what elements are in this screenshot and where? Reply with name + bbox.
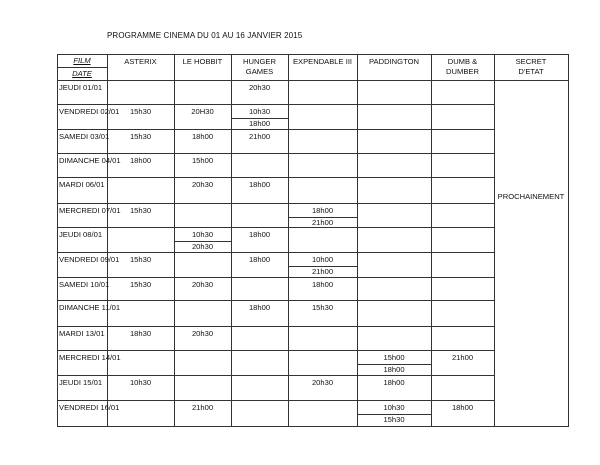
grid-line (568, 54, 569, 427)
session-time: 10h00 (311, 255, 334, 264)
grid-line (57, 203, 495, 204)
session-time: 18h00 (248, 180, 271, 189)
grid-line (494, 54, 495, 427)
session-time: 18h00 (191, 132, 214, 141)
session-time: 20H30 (191, 107, 214, 116)
session-time: 20h30 (248, 83, 271, 92)
row-date: DIMANCHE 04/01 (59, 156, 121, 165)
session-time: 18h00 (129, 156, 152, 165)
film-header: LE HOBBIT (182, 57, 223, 66)
session-time: 15h30 (311, 303, 334, 312)
grid-line (57, 350, 495, 351)
grid-line (57, 67, 108, 68)
grid-line (288, 54, 289, 427)
session-time: 15h30 (383, 415, 405, 424)
session-time: 15h30 (129, 107, 152, 116)
session-time: 21h00 (451, 353, 474, 362)
film-header: EXPENDABLE III (292, 57, 353, 66)
session-time: 15h00 (383, 353, 405, 362)
session-time: 18h00 (248, 230, 271, 239)
film-header: ASTERIX (124, 57, 157, 66)
grid-line (57, 277, 495, 278)
session-time: 21h00 (191, 403, 214, 412)
grid-line (57, 326, 495, 327)
session-time: 18h30 (129, 329, 152, 338)
header-date-label: DATE (72, 69, 92, 78)
session-time: 10h30 (191, 230, 214, 239)
film-header: D'ETAT (518, 67, 544, 76)
session-time: 18h00 (383, 365, 405, 374)
film-header: DUMBER (446, 67, 479, 76)
session-time: 20h30 (191, 280, 214, 289)
session-time: 10h30 (248, 107, 271, 116)
grid-line (431, 54, 432, 427)
session-time: 20h30 (311, 378, 334, 387)
session-time: 18h00 (248, 255, 271, 264)
grid-line (57, 54, 569, 55)
row-date: SAMEDI 03/01 (59, 132, 110, 141)
grid-line (57, 129, 495, 130)
session-time: 10h30 (129, 378, 152, 387)
row-date: VENDREDI 02/01 (59, 107, 120, 116)
film-header: HUNGER (243, 57, 276, 66)
session-time: 21h00 (311, 218, 334, 227)
session-time: 18h00 (383, 378, 405, 387)
header-film-label: FILM (73, 56, 91, 65)
session-time: 15h30 (129, 206, 152, 215)
session-time: 21h00 (248, 132, 271, 141)
session-time: 15h30 (129, 132, 152, 141)
film-header: PADDINGTON (369, 57, 419, 66)
session-time: 15h30 (129, 280, 152, 289)
row-date: JEUDI 15/01 (59, 378, 103, 387)
row-date: JEUDI 08/01 (59, 230, 103, 239)
session-time: 20h30 (191, 180, 214, 189)
grid-line (57, 80, 495, 81)
film-header: SECRET (515, 57, 547, 66)
grid-line (57, 252, 495, 253)
row-date: SAMEDI 10/01 (59, 280, 110, 289)
film-header: DUMB & (447, 57, 478, 66)
row-date: VENDREDI 16/01 (59, 403, 120, 412)
row-date: MERCREDI 14/01 (59, 353, 121, 362)
session-time: 15h00 (191, 156, 214, 165)
session-time: 18h00 (311, 280, 334, 289)
row-date: DIMANCHE 11/01 (59, 303, 121, 312)
coming-soon-label: PROCHAINEMENT (497, 192, 565, 201)
row-date: MARDI 13/01 (59, 329, 105, 338)
grid-line (57, 177, 495, 178)
grid-line (57, 400, 495, 401)
grid-line (57, 54, 58, 427)
session-time: 18h00 (311, 206, 334, 215)
row-date: VENDREDI 09/01 (59, 255, 120, 264)
session-time: 18h00 (248, 303, 271, 312)
session-time: 10h30 (383, 403, 405, 412)
session-time: 18h00 (451, 403, 474, 412)
row-date: MARDI 06/01 (59, 180, 105, 189)
session-time: 21h00 (311, 267, 334, 276)
grid-line (57, 375, 495, 376)
grid-line (57, 104, 495, 105)
grid-line (57, 300, 495, 301)
row-date: MERCREDI 07/01 (59, 206, 121, 215)
film-header: GAMES (245, 67, 274, 76)
session-time: 20h30 (191, 329, 214, 338)
grid-line (494, 426, 569, 427)
grid-line (57, 153, 495, 154)
session-time: 15h30 (129, 255, 152, 264)
row-date: JEUDI 01/01 (59, 83, 103, 92)
session-time: 20h30 (191, 242, 214, 251)
page-title: PROGRAMME CINEMA DU 01 AU 16 JANVIER 2015 (107, 31, 303, 40)
session-time: 18h00 (248, 119, 271, 128)
grid-line (494, 80, 569, 81)
grid-line (57, 426, 495, 427)
grid-line (57, 227, 495, 228)
